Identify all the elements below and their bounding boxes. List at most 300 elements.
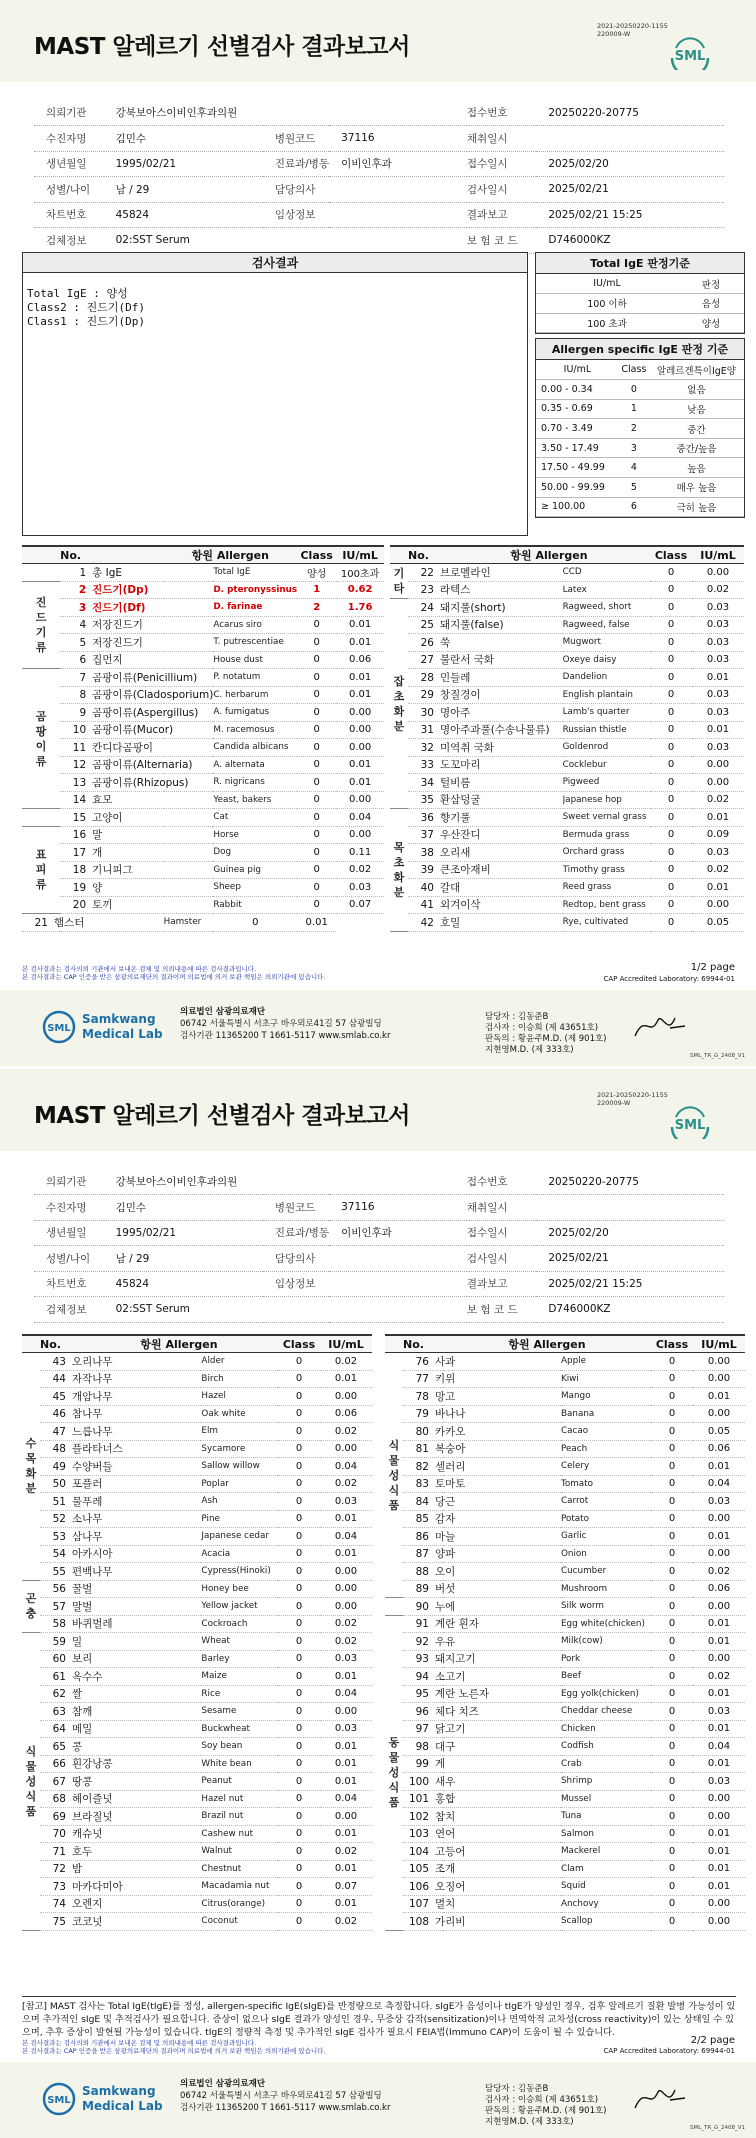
allergen-no: 96	[415, 1705, 429, 1718]
allergen-name-en: Ash	[201, 1493, 278, 1511]
allergen-name-en: Hazel	[201, 1388, 278, 1406]
info-label	[263, 228, 329, 254]
allergen-class: 0	[651, 1895, 693, 1913]
allergen-name-ko: 토마토	[435, 1478, 466, 1491]
allergen-name-ko: 곰팡이류(Mucor)	[92, 724, 174, 737]
allergen-class: 0	[278, 1510, 320, 1528]
allergen-name-ko: 라텍스	[440, 584, 471, 597]
allergen-value: 0.01	[336, 774, 384, 792]
allergen-name-ko: 마늘	[435, 1530, 456, 1543]
allergen-no-and-name	[60, 844, 213, 862]
allergen-class: 0	[650, 564, 692, 582]
info-label: 검체정보	[34, 1297, 104, 1323]
allergen-name-ko: 멸치	[435, 1898, 456, 1911]
allergen-no-and-name	[60, 809, 213, 827]
allergen-name-en: Yeast, bakers	[213, 791, 297, 809]
allergen-name-en: Mugwort	[563, 634, 650, 652]
allergen-name-ko: 진드기(Dp)	[92, 584, 149, 597]
allergen-no: 27	[420, 654, 434, 667]
allergen-name-ko: 참깨	[72, 1705, 93, 1718]
allergen-no: 12	[72, 759, 87, 772]
table-row	[22, 1353, 372, 1371]
table-row	[390, 844, 744, 862]
table-row	[22, 1405, 372, 1423]
allergen-no: 3	[78, 601, 87, 614]
allergen-value: 0.00	[320, 1598, 372, 1616]
allergen-class: 0	[297, 861, 336, 879]
table-row	[385, 1580, 745, 1598]
table-row	[22, 1598, 372, 1616]
allergen-value: 0.01	[693, 1388, 745, 1406]
allergen-no: 90	[415, 1600, 429, 1613]
allergen-class: 0	[651, 1580, 693, 1598]
allergen-no-and-name	[60, 669, 213, 687]
allergen-no: 20	[72, 899, 87, 912]
allergen-no-and-name	[403, 1388, 561, 1406]
allergen-name-ko: 오이	[435, 1565, 456, 1578]
info-value: 이비인후과	[329, 1220, 467, 1246]
allergen-name-ko: 오리나무	[72, 1355, 113, 1368]
allergen-name-en: Coconut	[201, 1913, 278, 1931]
allergen-name-en: Total IgE	[213, 564, 297, 582]
allergen-class: 0	[651, 1405, 693, 1423]
table-row	[22, 1440, 372, 1458]
allergen-name-en: Wheat	[201, 1633, 278, 1651]
table-row	[390, 616, 744, 634]
allergen-no-and-name	[403, 1633, 561, 1651]
allergen-value: 0.00	[336, 791, 384, 809]
info-value: D746000KZ	[536, 1297, 724, 1323]
allergen-name-ko: 포플러	[72, 1478, 103, 1491]
allergen-name-ko: 큰조아재비	[440, 864, 491, 877]
table-row	[385, 1598, 745, 1616]
criteria-header-row	[536, 360, 744, 380]
allergen-name-ko: 코코넛	[72, 1915, 103, 1928]
allergen-no: 8	[79, 689, 87, 702]
table-row	[22, 756, 384, 774]
allergen-name-en: Sweet vernal grass	[563, 809, 650, 827]
info-value: 37116	[329, 126, 467, 152]
allergen-class: 0	[278, 1685, 320, 1703]
allergen-no: 63	[52, 1705, 66, 1718]
allergen-class: 0	[650, 914, 692, 932]
criteria-row	[536, 380, 744, 400]
allergen-header-row	[390, 546, 744, 564]
allergen-col-header: 항원 Allergen	[448, 546, 650, 564]
allergen-no: 69	[52, 1810, 66, 1823]
allergen-name-ko: 게	[435, 1758, 446, 1771]
criteria-col-header: IU/mL	[536, 274, 678, 294]
allergen-name-en: English plantain	[563, 686, 650, 704]
table-row	[22, 1650, 372, 1668]
group-label	[22, 826, 60, 914]
info-label: 결과보고	[467, 1271, 536, 1297]
allergen-value: 0.03	[692, 616, 744, 634]
group-label-text: 목초화분	[393, 840, 405, 899]
allergen-name-en: Orchard grass	[563, 844, 650, 862]
info-label: 접수번호	[467, 1169, 536, 1195]
page-number: 1/2 page	[690, 962, 735, 973]
allergen-value: 0.00	[693, 1650, 745, 1668]
allergen-name-en: Squid	[561, 1878, 651, 1896]
allergen-value: 0.00	[693, 1353, 745, 1371]
allergen-name-ko: 흰강낭콩	[72, 1758, 113, 1771]
allergen-no: 84	[415, 1495, 429, 1508]
info-label: 수진자명	[34, 1195, 104, 1221]
table-row	[22, 721, 384, 739]
info-value: 김민수	[104, 126, 263, 152]
allergen-name-ko: 집먼지	[92, 654, 123, 667]
allergen-value: 0.02	[336, 861, 384, 879]
table-row	[385, 1895, 745, 1913]
allergen-value: 0.04	[320, 1458, 372, 1476]
allergen-no: 26	[420, 636, 434, 649]
table-row	[385, 1790, 745, 1808]
allergen-no: 32	[420, 741, 434, 754]
criteria-row	[536, 399, 744, 419]
criteria-row	[536, 294, 744, 314]
criteria-cell: 음성	[678, 294, 744, 314]
allergen-name-en: Mushroom	[561, 1580, 651, 1598]
allergen-value: 0.00	[336, 704, 384, 722]
allergen-class: 0	[650, 826, 692, 844]
allergen-no: 35	[420, 794, 434, 807]
allergen-value: 0.01	[320, 1738, 372, 1756]
table-row	[385, 1650, 745, 1668]
allergen-no: 40	[420, 881, 434, 894]
table-row	[22, 739, 384, 757]
criteria-col-header: Class	[619, 360, 649, 380]
allergen-no-and-name	[60, 739, 213, 757]
allergen-class: 0	[297, 616, 336, 634]
info-value: 강북보아스이비인후과의원	[104, 100, 263, 126]
allergen-name-ko: 저장진드기	[92, 619, 143, 632]
allergen-name-ko: 대구	[435, 1740, 456, 1753]
allergen-name-en: Banana	[561, 1405, 651, 1423]
table-row	[22, 651, 384, 669]
allergen-value: 1.76	[336, 599, 384, 617]
table-row	[390, 756, 744, 774]
table-row	[22, 1493, 372, 1511]
criteria-cell: 높음	[649, 458, 744, 478]
allergen-no-and-name	[40, 1458, 201, 1476]
allergen-value: 0.02	[320, 1475, 372, 1493]
info-value: 20250220-20775	[536, 100, 724, 126]
allergen-value: 0.06	[693, 1580, 745, 1598]
allergen-value: 0.00	[320, 1563, 372, 1581]
criteria-cell: 없음	[649, 380, 744, 400]
allergen-name-en: Cockroach	[201, 1615, 278, 1633]
group-label-text: 표피류	[35, 848, 47, 892]
allergen-no-and-name	[403, 1790, 561, 1808]
criteria-cell: 50.00 - 99.99	[536, 478, 619, 498]
allergen-name-en: Birch	[201, 1370, 278, 1388]
allergen-class: 0	[213, 914, 297, 932]
criteria-row	[536, 478, 744, 498]
criteria-header-row	[536, 274, 744, 294]
no-col-header: No.	[60, 546, 163, 564]
allergen-name-en: Alder	[201, 1353, 278, 1371]
svg-text:SML: SML	[47, 1023, 71, 1034]
allergen-class: 0	[278, 1790, 320, 1808]
allergen-class: 0	[278, 1755, 320, 1773]
allergen-name-en: Horse	[213, 826, 297, 844]
allergen-class: 0	[651, 1808, 693, 1826]
allergen-value: 0.06	[320, 1405, 372, 1423]
allergen-no-and-name	[403, 1685, 561, 1703]
allergen-no-and-name	[408, 896, 563, 914]
svg-text:SML: SML	[674, 49, 706, 64]
allergen-no-and-name	[40, 1650, 201, 1668]
allergen-class: 0	[297, 669, 336, 687]
allergen-name-ko: 소고기	[435, 1670, 466, 1683]
allergen-value: 0.01	[692, 669, 744, 687]
allergen-no-and-name	[40, 1633, 201, 1651]
allergen-class: 0	[278, 1528, 320, 1546]
table-row	[22, 1808, 372, 1826]
allergen-name-en: Japanese cedar	[201, 1528, 278, 1546]
allergen-class: 0	[650, 861, 692, 879]
allergen-class: 0	[297, 879, 336, 897]
allergen-no-and-name	[408, 879, 563, 897]
allergen-no-and-name	[60, 756, 213, 774]
allergen-name-en: Rice	[201, 1685, 278, 1703]
allergen-table-p1-left	[22, 545, 384, 932]
allergen-name-ko: 도꼬마리	[440, 759, 481, 772]
allergen-name-en: Hamster	[164, 914, 214, 932]
allergen-name-ko: 꿀벌	[72, 1583, 93, 1596]
info-label: 수진자명	[34, 126, 104, 152]
criteria-cell: 5	[619, 478, 649, 498]
allergen-name-ko: 쌀	[72, 1688, 83, 1701]
allergen-name-ko: 미역취 국화	[440, 741, 495, 754]
allergen-no-and-name	[40, 1720, 201, 1738]
allergen-class: 0	[278, 1720, 320, 1738]
table-row	[385, 1405, 745, 1423]
allergen-name-ko: 계란 흰자	[435, 1618, 479, 1631]
criteria-cell: ≥ 100.00	[536, 497, 619, 517]
info-label: 접수일시	[467, 151, 536, 177]
allergen-name-ko: 환삼덩굴	[440, 794, 481, 807]
allergen-class: 0	[278, 1458, 320, 1476]
allergen-no: 87	[415, 1548, 429, 1561]
table-row	[22, 879, 384, 897]
allergen-name-ko: 카카오	[435, 1425, 466, 1438]
criteria-cell: 3	[619, 438, 649, 458]
allergen-no-and-name	[403, 1860, 561, 1878]
table-row	[22, 1580, 372, 1598]
table-row	[385, 1423, 745, 1441]
allergen-no-and-name	[408, 809, 563, 827]
info-value: 남 / 29	[104, 177, 263, 203]
allergen-no-and-name	[403, 1895, 561, 1913]
allergen-class: 0	[650, 721, 692, 739]
allergen-name-en: Acacia	[201, 1545, 278, 1563]
value-col-header: IU/mL	[693, 1335, 745, 1353]
group-label	[390, 564, 408, 599]
allergen-no-and-name	[60, 651, 213, 669]
allergen-no: 108	[408, 1915, 429, 1928]
allergen-value: 0.01	[336, 616, 384, 634]
allergen-no-and-name	[40, 1773, 201, 1791]
table-row	[22, 581, 384, 599]
allergen-name-en: Dandelion	[563, 669, 650, 687]
table-row	[385, 1738, 745, 1756]
allergen-no-and-name	[22, 914, 164, 932]
sml-logo-icon	[668, 36, 712, 70]
info-value	[329, 100, 467, 126]
report-title: MAST 알레르기 선별검사 결과보고서	[34, 1103, 410, 1129]
allergen-name-ko: 물푸레	[72, 1495, 103, 1508]
allergen-no-and-name	[40, 1423, 201, 1441]
allergen-name-ko: 명아주	[440, 706, 471, 719]
table-row	[385, 1440, 745, 1458]
table-row	[385, 1633, 745, 1651]
allergen-no-and-name	[403, 1563, 561, 1581]
allergen-value: 0.01	[692, 809, 744, 827]
allergen-value: 0.03	[692, 686, 744, 704]
allergen-no: 100	[408, 1775, 429, 1788]
allergen-name-en: Mussel	[561, 1790, 651, 1808]
allergen-no-and-name	[40, 1755, 201, 1773]
allergen-value: 0.00	[320, 1703, 372, 1721]
info-label: 병원코드	[263, 126, 329, 152]
allergen-no-and-name	[60, 791, 213, 809]
info-row	[34, 1195, 724, 1221]
allergen-no-and-name	[60, 686, 213, 704]
info-label: 병원코드	[263, 1195, 329, 1221]
table-row	[22, 826, 384, 844]
allergen-value: 0.00	[336, 739, 384, 757]
table-row	[22, 1370, 372, 1388]
svg-text:SML: SML	[674, 1118, 706, 1133]
table-row	[22, 844, 384, 862]
allergen-no: 60	[52, 1653, 66, 1666]
allergen-value: 0.03	[692, 844, 744, 862]
allergen-name-en: Bermuda grass	[563, 826, 650, 844]
allergen-class: 0	[278, 1668, 320, 1686]
allergen-name-ko: 창질경이	[440, 689, 481, 702]
allergen-class: 0	[651, 1598, 693, 1616]
info-row	[34, 1246, 724, 1272]
allergen-name-en: Pork	[561, 1650, 651, 1668]
criteria-cell: 중간	[649, 419, 744, 439]
info-value: 2025/02/21 15:25	[536, 1271, 724, 1297]
allergen-value: 0.02	[692, 861, 744, 879]
allergen-no-and-name	[403, 1650, 561, 1668]
allergen-no: 59	[52, 1635, 66, 1648]
allergen-name-ko: 자작나무	[72, 1373, 113, 1386]
allergen-name-ko: 조개	[435, 1863, 456, 1876]
allergen-name-ko: 셀러리	[435, 1460, 466, 1473]
allergen-name-en: Garlic	[561, 1528, 651, 1546]
allergen-col-header: 항원 Allergen	[80, 1335, 278, 1353]
allergen-no-and-name	[60, 616, 213, 634]
allergen-value: 0.04	[336, 809, 384, 827]
table-row	[22, 1895, 372, 1913]
allergen-name-ko: 양파	[435, 1548, 456, 1561]
allergen-no-and-name	[40, 1545, 201, 1563]
allergen-value: 0.04	[320, 1685, 372, 1703]
table-row	[390, 914, 744, 932]
info-label	[263, 1297, 329, 1323]
allergen-class: 0	[651, 1790, 693, 1808]
table-row	[385, 1493, 745, 1511]
allergen-value: 0.01	[320, 1773, 372, 1791]
info-row	[34, 100, 724, 126]
info-value	[536, 1195, 724, 1221]
allergen-no-and-name	[403, 1405, 561, 1423]
table-row	[390, 686, 744, 704]
allergen-class: 0	[297, 774, 336, 792]
allergen-no-and-name	[40, 1598, 201, 1616]
allergen-no-and-name	[403, 1808, 561, 1826]
allergen-no: 94	[415, 1670, 429, 1683]
allergen-name-en: White bean	[201, 1755, 278, 1773]
allergen-name-en: Peach	[561, 1440, 651, 1458]
allergen-name-en: Acarus siro	[213, 616, 297, 634]
allergen-value: 0.07	[320, 1878, 372, 1896]
info-label: 접수일시	[467, 1220, 536, 1246]
table-row	[22, 634, 384, 652]
allergen-class: 0	[297, 826, 336, 844]
allergen-name-ko: 향기풀	[440, 811, 471, 824]
allergen-value: 0.03	[692, 634, 744, 652]
allergen-value: 0.09	[692, 826, 744, 844]
table-row	[22, 914, 384, 932]
allergen-no-and-name	[40, 1668, 201, 1686]
info-label: 담당의사	[263, 1246, 329, 1272]
info-label: 진료과/병동	[263, 151, 329, 177]
no-col-header: No.	[40, 1335, 80, 1353]
allergen-name-en: Buckwheat	[201, 1720, 278, 1738]
allergen-no: 52	[52, 1513, 66, 1526]
cap-label: CAP Accredited Laboratory: 69944-01	[603, 975, 735, 983]
allergen-class: 0	[278, 1353, 320, 1371]
allergen-no-and-name	[403, 1458, 561, 1476]
allergen-no: 9	[79, 706, 87, 719]
allergen-no: 99	[415, 1758, 429, 1771]
criteria-cell: 매우 높음	[649, 478, 744, 498]
allergen-name-ko: 마카다미아	[72, 1880, 123, 1893]
allergen-no-and-name	[403, 1353, 561, 1371]
allergen-name-ko: 느릅나무	[72, 1425, 113, 1438]
allergen-no: 95	[415, 1688, 429, 1701]
allergen-name-ko: 소나무	[72, 1513, 103, 1526]
allergen-name-ko: 고양이	[92, 811, 123, 824]
table-row	[390, 774, 744, 792]
allergen-value: 0.01	[692, 721, 744, 739]
allergen-name-ko: 체다 치즈	[435, 1705, 479, 1718]
allergen-no: 51	[52, 1495, 66, 1508]
allergen-name-en: A. fumigatus	[213, 704, 297, 722]
allergen-no-and-name	[40, 1808, 201, 1826]
table-row	[385, 1388, 745, 1406]
info-value	[329, 1271, 467, 1297]
allergen-name-ko: 호두	[72, 1845, 93, 1858]
allergen-no: 73	[52, 1880, 66, 1893]
info-row	[34, 1297, 724, 1323]
allergen-value: 0.06	[336, 651, 384, 669]
allergen-no-and-name	[403, 1440, 561, 1458]
allergen-value: 0.00	[693, 1895, 745, 1913]
table-row	[385, 1475, 745, 1493]
table-row	[385, 1353, 745, 1371]
allergen-class: 0	[297, 739, 336, 757]
allergen-no: 83	[415, 1478, 429, 1491]
allergen-value: 0.00	[693, 1913, 745, 1931]
signature-icon	[630, 1008, 690, 1044]
